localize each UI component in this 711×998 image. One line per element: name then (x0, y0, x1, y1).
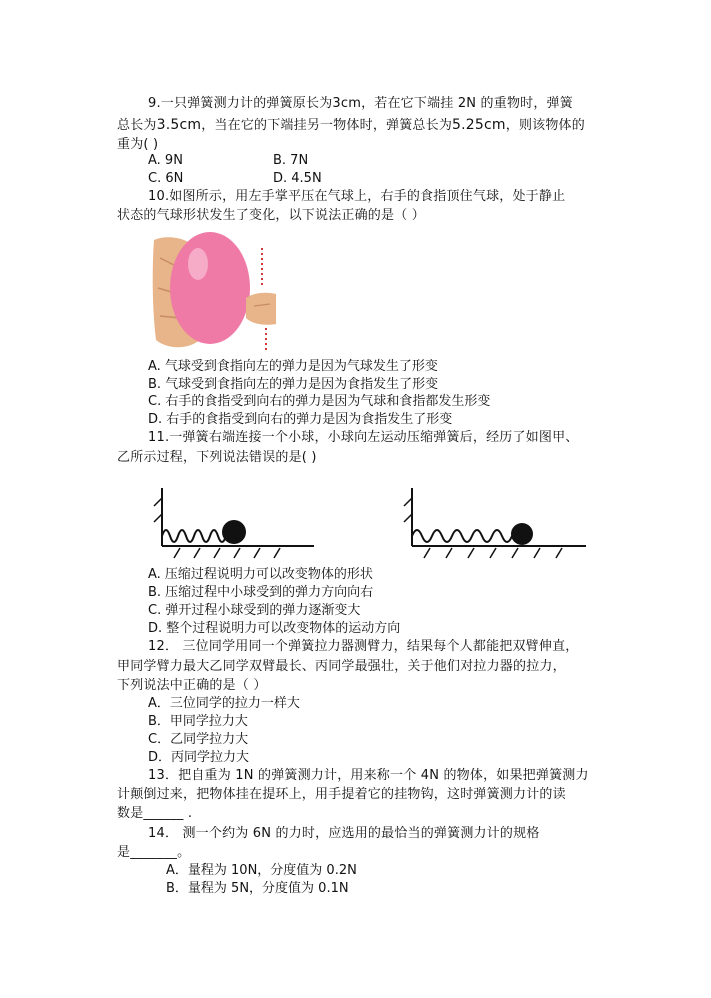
spring-figure-compressed (150, 484, 320, 564)
q13-line2: 计颠倒过来，把物体挂在提环上，用手提着它的挂物钩，这时弹簧测力计的读 (117, 787, 566, 802)
q11-option-c[interactable]: C. 弹开过程小球受到的弹力逐渐变大 (148, 603, 361, 618)
q12-line3: 下列说法中正确的是（ ） (117, 678, 267, 693)
q9-line2 (117, 117, 585, 134)
q10-line2: 状态的气球形状发生了变化，以下说法正确的是（ ） (117, 208, 425, 223)
q13-line1: 13．把自重为 1N 的弹簧测力计，用来称一个 4N 的物体，如果把弹簧测力 (148, 768, 589, 783)
q9-line2-e: ，则该物体的 (505, 118, 585, 133)
q13-line3: 数是______ . (117, 806, 193, 821)
q11-option-d[interactable]: D. 整个过程说明力可以改变物体的运动方向 (148, 621, 401, 636)
q12-option-d[interactable]: D．丙同学拉力大 (148, 750, 250, 765)
q11-line1: 11.一弹簧右端连接一个小球，小球向左运动压缩弹簧后，经历了如图甲、 (148, 430, 579, 445)
q14-line2: 是_______。 (117, 845, 191, 860)
q9-line1: 9.一只弹簧测力计的弹簧原长为3cm，若在它下端挂 2N 的重物时，弹簧 (148, 96, 573, 111)
balloon-illustration (150, 228, 276, 354)
q12-option-c[interactable]: C．乙同学拉力大 (148, 732, 249, 747)
q10-line1: 10.如图所示，用左手掌平压在气球上，右手的食指顶住气球，处于静止 (148, 189, 566, 204)
q9-option-d[interactable]: D. 4.5N (273, 171, 322, 186)
q11-line2: 乙所示过程，下列说法错误的是( ) (117, 450, 317, 465)
q14-line1: 14． 测一个约为 6N 的力时，应选用的最恰当的弹簧测力计的规格 (148, 826, 540, 841)
q9-length2: 5.25cm (452, 117, 506, 133)
spring-figure-released (400, 484, 590, 564)
q10-option-d[interactable]: D. 右手的食指受到向右的弹力是因为食指发生了形变 (148, 412, 453, 427)
q9-line3: 重为( ) (117, 137, 159, 152)
q10-option-a[interactable]: A. 气球受到食指向左的弹力是因为气球发生了形变 (148, 359, 438, 374)
q11-option-b[interactable]: B. 压缩过程中小球受到的弹力方向向右 (148, 585, 374, 600)
q9-line2-a: 总长为 (117, 118, 157, 133)
q12-option-b[interactable]: B．甲同学拉力大 (148, 714, 248, 729)
q14-option-a[interactable]: A．量程为 10N，分度值为 0.2N (166, 863, 357, 878)
q9-option-a[interactable]: A. 9N (148, 153, 183, 168)
q9-line2-c: ，当在它的下端挂另一物体时，弹簧总长为 (201, 118, 453, 133)
q12-line2: 甲同学臂力最大乙同学双臂最长、丙同学最强壮，关于他们对拉力器的拉力， (117, 659, 566, 674)
q14-option-b[interactable]: B．量程为 5N，分度值为 0.1N (166, 881, 349, 896)
q9-option-c[interactable]: C. 6N (148, 171, 184, 186)
q11-option-a[interactable]: A. 压缩过程说明力可以改变物体的形状 (148, 567, 373, 582)
q10-option-c[interactable]: C. 右手的食指受到向右的弹力是因为气球和食指都发生形变 (148, 394, 491, 409)
q9-option-b[interactable]: B. 7N (273, 153, 309, 168)
q9-length1: 3.5cm (156, 117, 202, 133)
q10-option-b[interactable]: B. 气球受到食指向左的弹力是因为食指发生了形变 (148, 377, 439, 392)
q12-line1: 12． 三位同学用同一个弹簧拉力器测臂力，结果每个人都能把双臂伸直， (148, 639, 579, 654)
q12-option-a[interactable]: A．三位同学的拉力一样大 (148, 696, 300, 711)
